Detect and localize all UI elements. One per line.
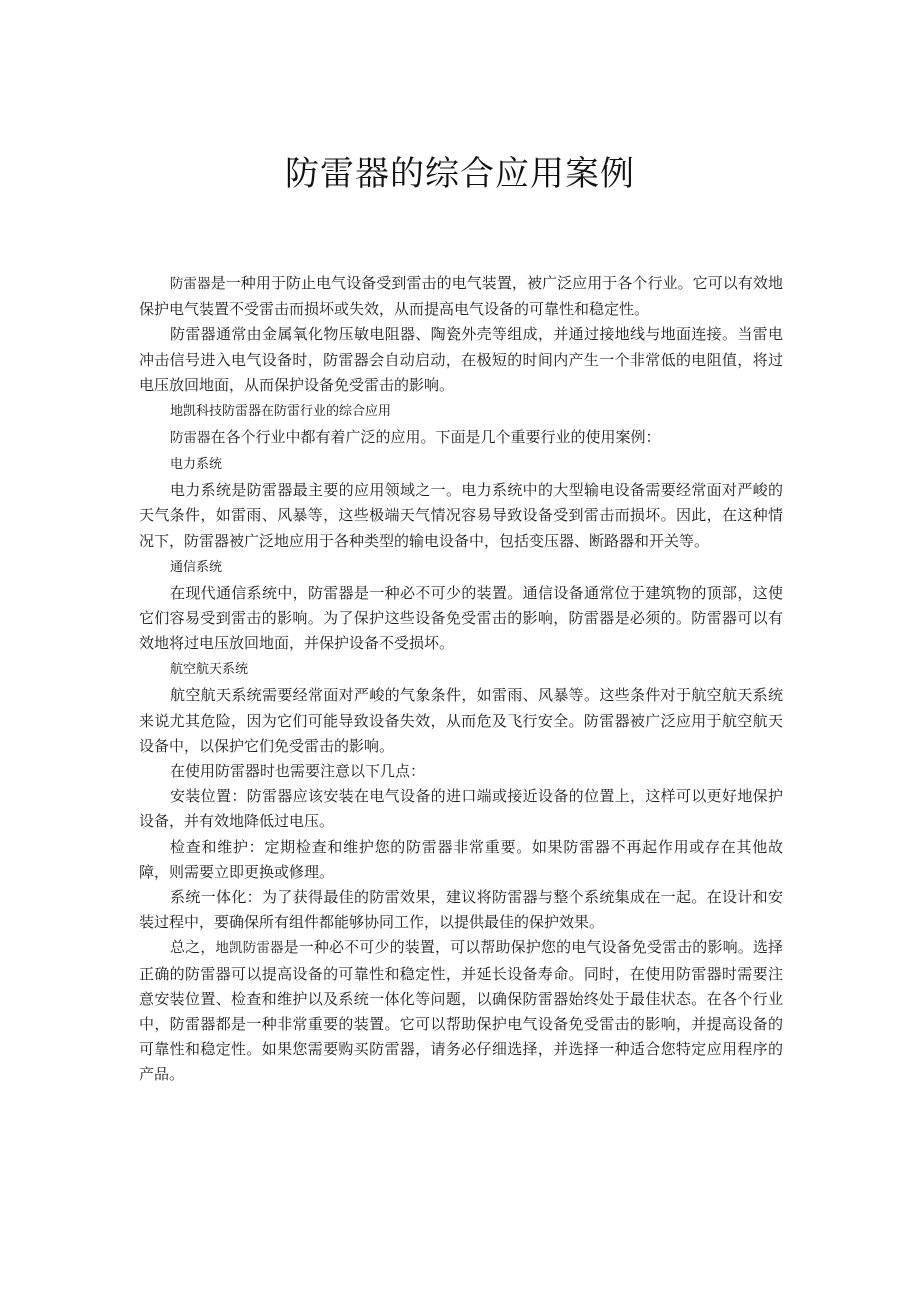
paragraph-text: 在使用防雷器时也需要注意以下几点：	[170, 762, 426, 781]
body-paragraph	[139, 759, 783, 784]
paragraph-text: 是一种必不可少的装置，可以帮助保护您的电气设备免受雷击的影响。选择正确的防雷器可以提高设备的可靠性和稳定性，并延长设备寿命。同时，在使用防雷器时需要注意安装位置、检查和维护以及系统一体化等问题，以确保防雷器始终处于最佳状态。在各个行业中，防雷器都是一种非常重要的装置。它可以帮助保护电气设备免受雷击的影响，并提高设备的可靠性和稳定性。如果您需要购买防雷器，请务必仔细选择，并选择一种适合您特定应用程序的产品。	[139, 938, 783, 1084]
paragraph-text: 防雷器通常由金属氧化物压敏电阻器、陶瓷外壳等组成，并通过接地线与地面连接。当雷电冲击信号进入电气设备时，防雷器会自动启动，在极短的时间内产生一个非常低的电阻值，将过电压放回地面，从而保护设备免受雷击的影响。	[139, 325, 783, 394]
document-body	[139, 271, 783, 1088]
section-heading: 通信系统	[170, 559, 223, 575]
section-heading: 电力系统	[170, 457, 223, 473]
paragraph-lead-term: 防雷器	[170, 276, 211, 292]
paragraph-text: 系统一体化：为了获得最佳的防雷效果，建议将防雷器与整个系统集成在一起。在设计和安装过程中，要确保所有组件都能够协同工作，以提供最佳的保护效果。	[139, 888, 783, 932]
body-paragraph	[139, 478, 783, 554]
paragraph-text: 检查和维护：定期检查和维护您的防雷器非常重要。如果防雷器不再起作用或存在其他故障，则需要立即更换或修理。	[139, 837, 783, 881]
body-paragraph	[139, 835, 783, 885]
paragraph-text: 安装位置：防雷器应该安装在电气设备的进口端或接近设备的位置上，这样可以更好地保护设备，并有效地降低过电压。	[139, 787, 783, 831]
paragraph-text: 在现代通信系统中，防雷器是一种必不可少的装置。通信设备通常位于建筑物的顶部，这使它们容易受到雷击的影响。为了保护这些设备免受雷击的影响，防雷器是必须的。防雷器可以有效地将过电压放回地面，并保护设备不受损坏。	[139, 583, 783, 653]
paragraph-text: 电力系统是防雷器最主要的应用领域之一。电力系统中的大型输电设备需要经常面对严峻的天气条件，如雷雨、风暴等，这些极端天气情况容易导致设备受到雷击而损坏。因此，在这种情况下，防雷器被广泛地应用于各种类型的输电设备中，包括变压器、断路器和开关等。	[139, 481, 783, 550]
paragraph-prefix: 总之，	[170, 938, 216, 957]
section-heading: 航空航天系统	[170, 662, 249, 678]
body-paragraph	[139, 935, 783, 1087]
paragraph-text: 在各个行业中都有着广泛的应用。下面是几个重要行业的使用案例：	[210, 428, 661, 447]
paragraph-text: 航空航天系统需要经常面对严峻的气象条件，如雷雨、风暴等。这些条件对于航空航天系统来说尤其危险，因为它们可能导致设备失效，从而危及飞行安全。防雷器被广泛应用于航空航天设备中，以保护它们免受雷击的影响。	[139, 686, 783, 755]
paragraph-lead-term: 地凯防雷器	[215, 940, 284, 957]
document-title: 防雷器的综合应用案例	[285, 154, 635, 194]
paragraph-lead-term: 防雷器	[170, 430, 211, 447]
body-paragraph	[139, 683, 783, 759]
body-paragraph	[139, 322, 783, 398]
body-paragraph	[139, 271, 783, 322]
body-paragraph	[139, 885, 783, 935]
paragraph-text: 是一种用于防止电气设备受到雷击的电气装置，被广泛应用于各个行业。它可以有效地保护电气装置不受雷击而损坏或失效，从而提高电气设备的可靠性和稳定性。	[139, 274, 783, 319]
section-heading: 地凯科技防雷器在防雷行业的综合应用	[170, 404, 392, 420]
body-paragraph	[139, 425, 783, 451]
body-paragraph	[139, 784, 783, 834]
body-paragraph	[139, 581, 783, 657]
